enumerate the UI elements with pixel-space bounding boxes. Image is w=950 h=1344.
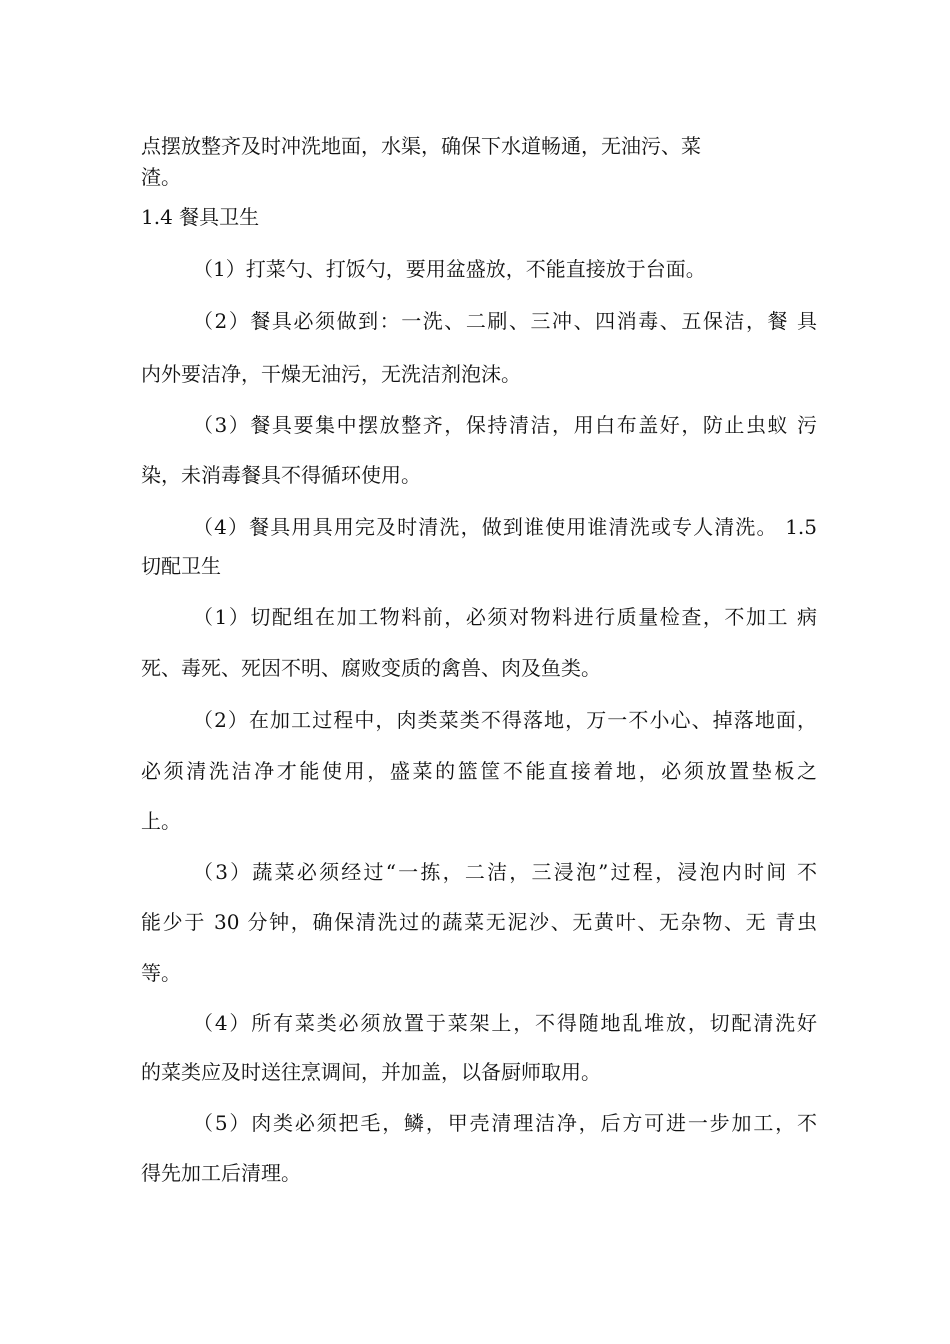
paragraph-7-line-3: 等。 xyxy=(141,961,181,985)
paragraph-8-line-1: （4）所有菜类必须放置于菜架上，不得随地乱堆放，切配清洗好 xyxy=(193,1011,817,1035)
paragraph-3-line-2: 染，未消毒餐具不得循环使用。 xyxy=(141,463,421,487)
paragraph-5-line-2: 死、毒死、死因不明、腐败变质的禽兽、肉及鱼类。 xyxy=(141,656,601,680)
paragraph-2-line-1: （2）餐具必须做到：一洗、二刷、三冲、四消毒、五保洁，餐 具 xyxy=(193,309,817,333)
paragraph-8-line-2: 的菜类应及时送往烹调间，并加盖，以备厨师取用。 xyxy=(141,1060,601,1084)
paragraph-9-line-2: 得先加工后清理。 xyxy=(141,1161,301,1185)
paragraph-9-line-1: （5）肉类必须把毛，鳞，甲壳清理洁净，后方可进一步加工，不 xyxy=(193,1111,817,1135)
paragraph-6-line-2: 必须清洗洁净才能使用，盛菜的篮筐不能直接着地，必须放置垫板之 xyxy=(141,759,817,783)
text-line-1: 点摆放整齐及时冲洗地面，水渠，确保下水道畅通，无油污、菜 xyxy=(141,134,701,158)
paragraph-7-line-1: （3）蔬菜必须经过“一拣，二洁，三浸泡”过程，浸泡内时间 不 xyxy=(193,860,817,884)
paragraph-1-line-1: （1）打菜勺、打饭勺，要用盆盛放，不能直接放于台面。 xyxy=(193,257,706,281)
text-line-2: 渣。 xyxy=(141,165,181,189)
paragraph-3-line-1: （3）餐具要集中摆放整齐，保持清洁，用白布盖好，防止虫蚁 污 xyxy=(193,413,817,437)
paragraph-4-line-1: （4）餐具用具用完及时清洗，做到谁使用谁清洗或专人清洗。 1.5 xyxy=(193,515,817,539)
paragraph-5-line-1: （1）切配组在加工物料前，必须对物料进行质量检查，不加工 病 xyxy=(193,605,817,629)
section-heading-1-4: 1.4 餐具卫生 xyxy=(141,205,260,229)
paragraph-7-line-2: 能少于 30 分钟，确保清洗过的蔬菜无泥沙、无黄叶、无杂物、无 青虫 xyxy=(141,910,817,934)
paragraph-2-line-2: 内外要洁净，干燥无油污，无洗洁剂泡沫。 xyxy=(141,362,521,386)
paragraph-6-line-3: 上。 xyxy=(141,809,181,833)
section-heading-1-5: 切配卫生 xyxy=(141,554,221,578)
paragraph-6-line-1: （2）在加工过程中，肉类菜类不得落地，万一不小心、掉落地面， xyxy=(193,708,817,732)
